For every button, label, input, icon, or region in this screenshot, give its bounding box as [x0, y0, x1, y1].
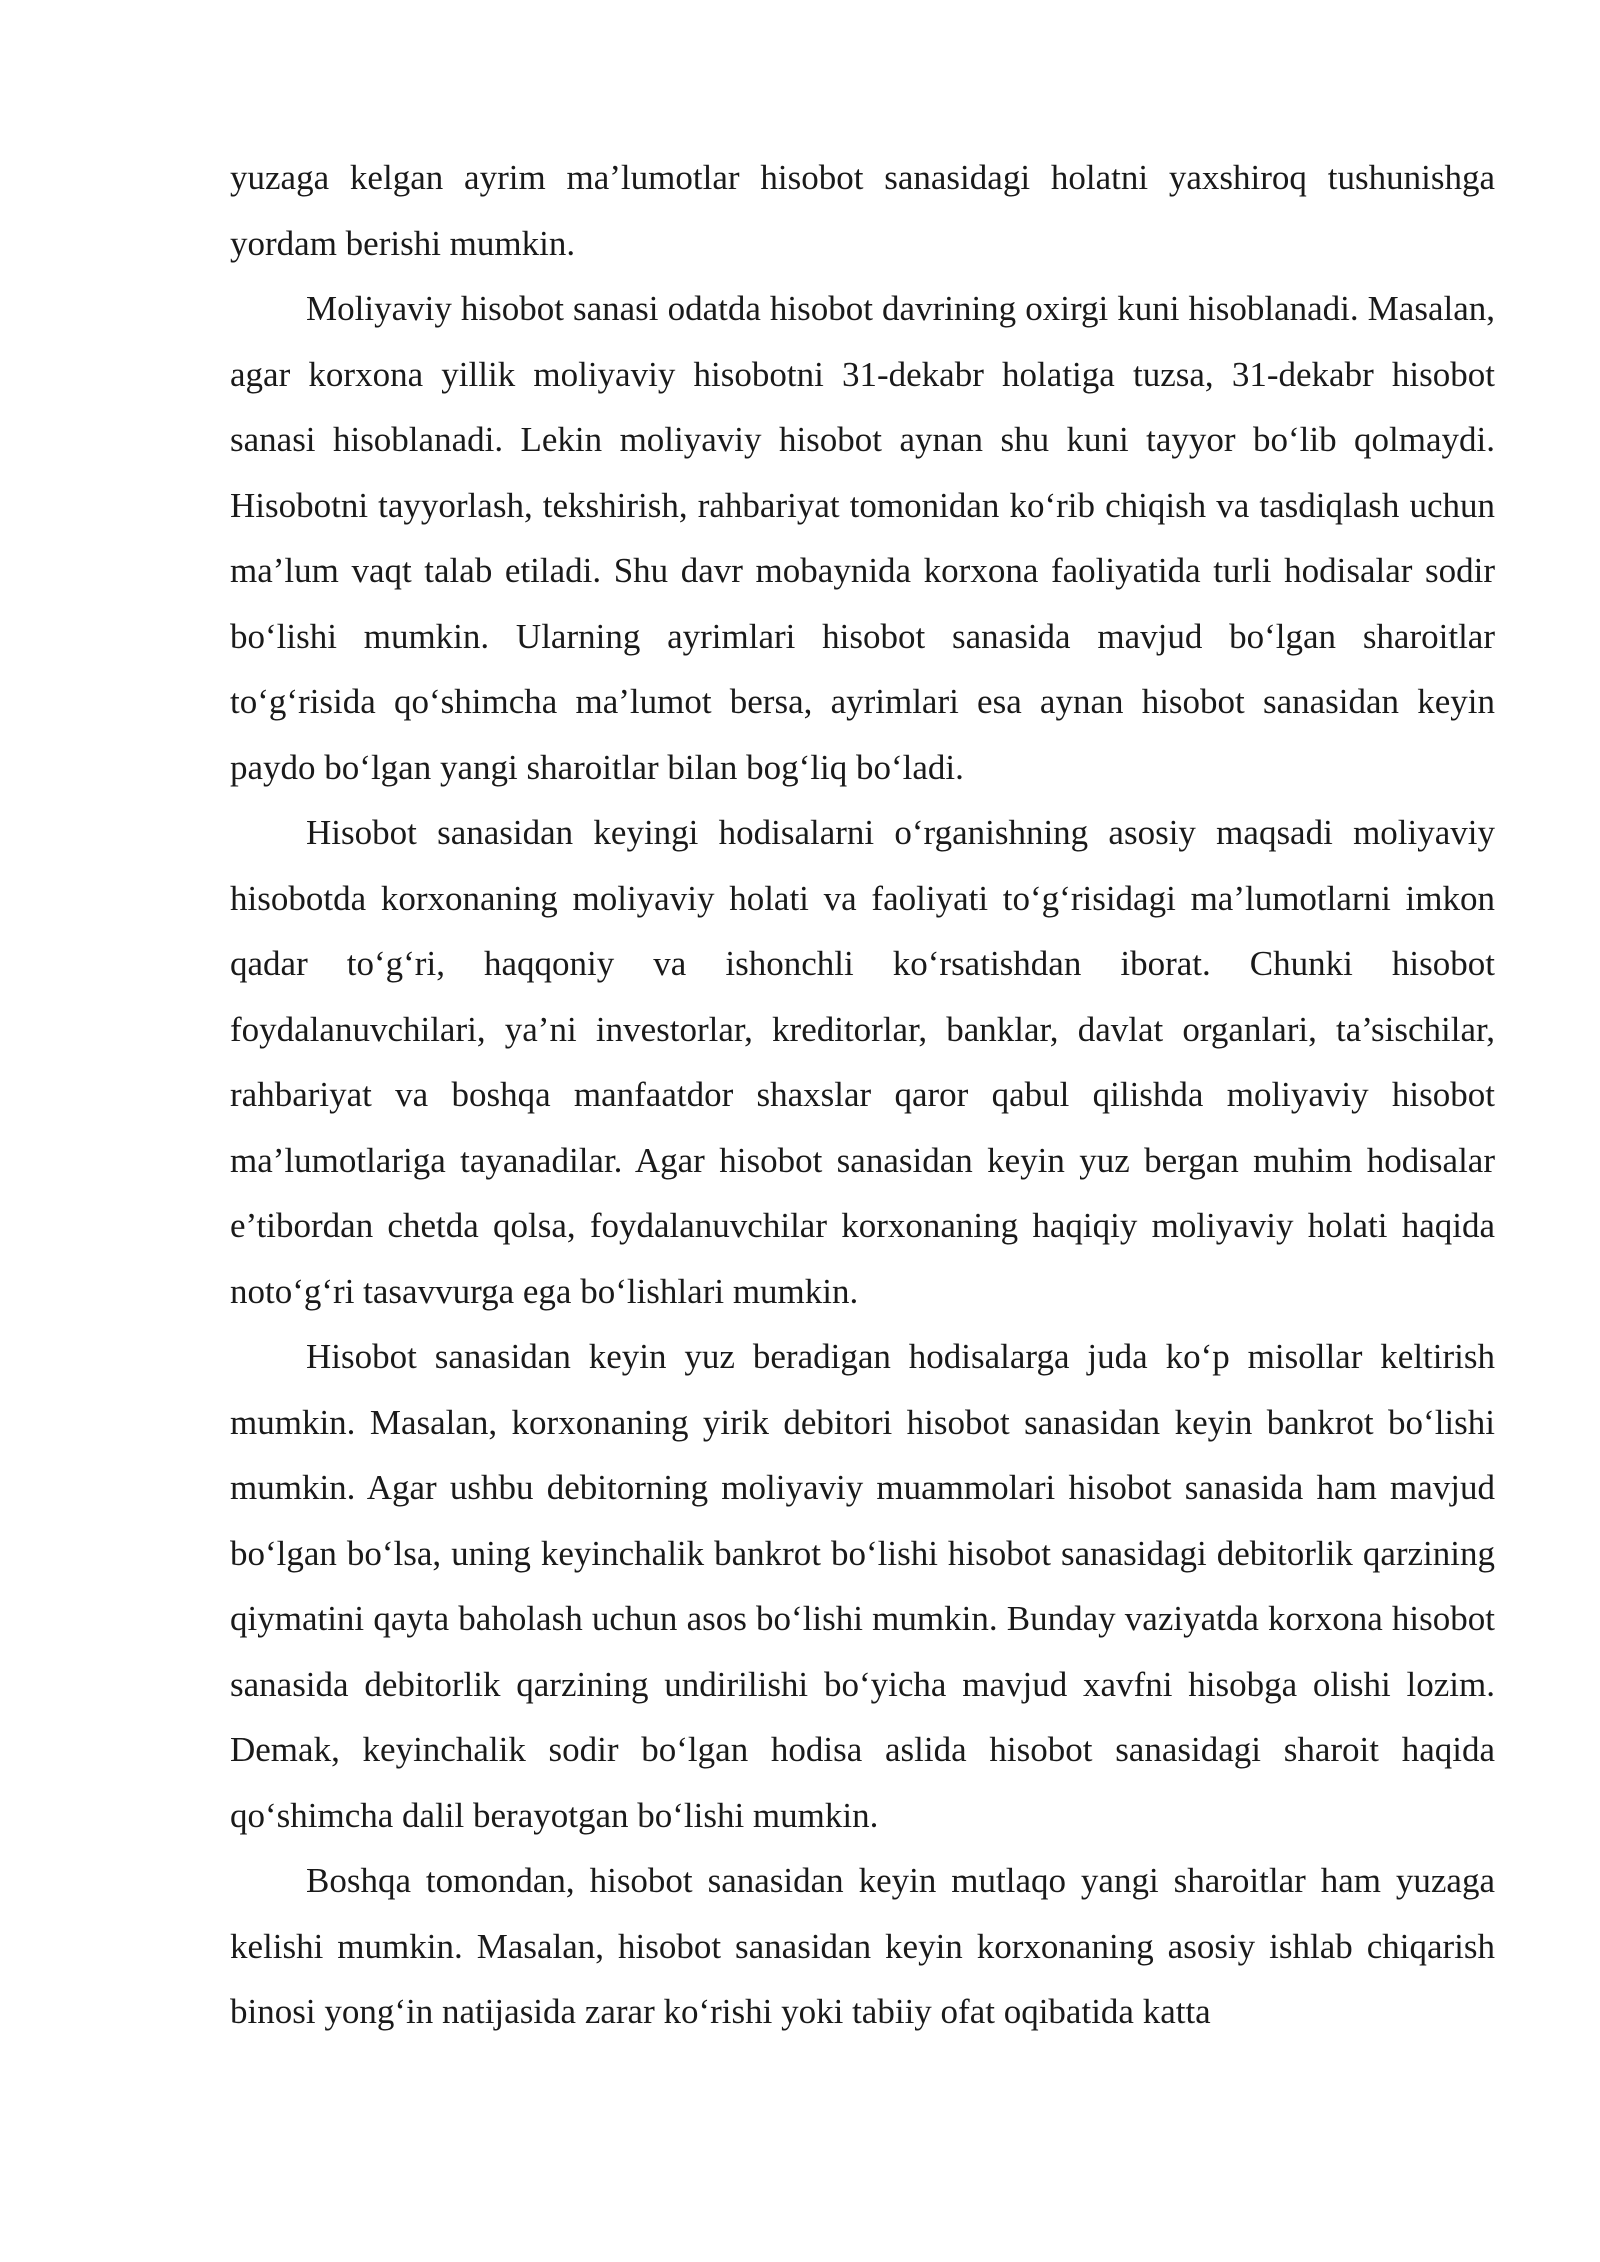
paragraph-examples: Hisobot sanasidan keyin yuz beradigan hodisalarga juda ko‘p misollar keltirish mumkin. Masalan, korxonaning yirik debitori hisobot sanasidan keyin bankrot bo‘lishi mumkin. Agar ushbu debitorning moliyaviy muammolari hisobot sanasida ham mavjud bo‘lgan bo‘lsa, uning keyinchalik bankrot bo‘lishi hisobot sanasidagi debitorlik qarzining qiymatini qayta baholash uchun asos bo‘lishi mumkin. Bunday vaziyatda korxona hisobot sanasida debitorlik qarzining undirilishi bo‘yicha mavjud xavfni hisobga olishi lozim. Demak, keyinchalik sodir bo‘lgan hodisa aslida hisobot sanasidagi sharoit haqida qo‘shimcha dalil berayotgan bo‘lishi mumkin. [230, 1337, 1495, 1835]
paragraph-continuation: yuzaga kelgan ayrim ma’lumotlar hisobot sanasidagi holatni yaxshiroq tushunishga yordam berishi mumkin. [230, 158, 1495, 263]
paragraph-report-date: Moliyaviy hisobot sanasi odatda hisobot davrining oxirgi kuni hisoblanadi. Masalan, agar korxona yillik moliyaviy hisobotni 31-dekabr holatiga tuzsa, 31-dekabr hisobot sanasi hisoblanadi. Lekin moliyaviy hisobot aynan shu kuni tayyor bo‘lib qolmaydi. Hisobotni tayyorlash, tekshirish, rahbariyat tomonidan ko‘rib chiqish va tasdiqlash uchun ma’lum vaqt talab etiladi. Shu davr mobaynida korxona faoliyatida turli hodisalar sodir bo‘lishi mumkin. Ularning ayrimlari hisobot sanasida mavjud bo‘lgan sharoitlar to‘g‘risida qo‘shimcha ma’lumot bersa, ayrimlari esa aynan hisobot sanasidan keyin paydo bo‘lgan yangi sharoitlar bilan bog‘liq bo‘ladi. [230, 289, 1495, 787]
document-body [230, 145, 1495, 2045]
paragraph-main-purpose: Hisobot sanasidan keyingi hodisalarni o‘rganishning asosiy maqsadi moliyaviy hisobotda korxonaning moliyaviy holati va faoliyati to‘g‘risidagi ma’lumotlarni imkon qadar to‘g‘ri, haqqoniy va ishonchli ko‘rsatishdan iborat. Chunki hisobot foydalanuvchilari, ya’ni investorlar, kreditorlar, banklar, davlat organlari, ta’sischilar, rahbariyat va boshqa manfaatdor shaxslar qaror qabul qilishda moliyaviy hisobot ma’lumotlariga tayanadilar. Agar hisobot sanasidan keyin yuz bergan muhim hodisalar e’tibordan chetda qolsa, foydalanuvchilar korxonaning haqiqiy moliyaviy holati haqida noto‘g‘ri tasavvurga ega bo‘lishlari mumkin. [230, 813, 1495, 1311]
paragraph-new-conditions: Boshqa tomondan, hisobot sanasidan keyin mutlaqo yangi sharoitlar ham yuzaga kelishi mumkin. Masalan, hisobot sanasidan keyin korxonaning asosiy ishlab chiqarish binosi yong‘in natijasida zarar ko‘rishi yoki tabiiy ofat oqibatida katta [230, 1861, 1495, 2031]
